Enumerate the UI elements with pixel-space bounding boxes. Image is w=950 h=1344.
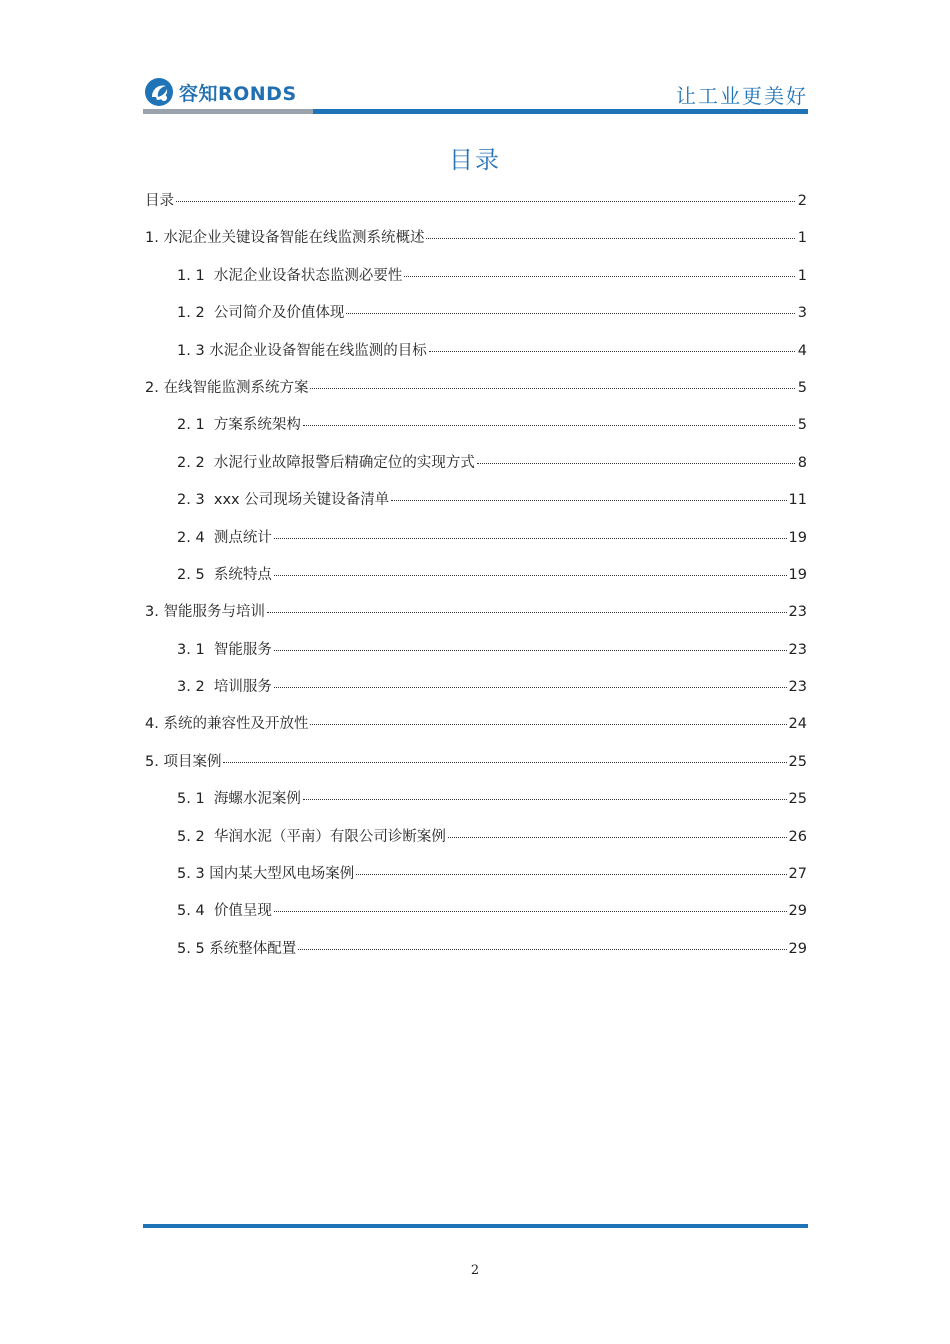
toc-leader-dots — [274, 911, 787, 912]
toc-entry-page: 26 — [788, 828, 807, 845]
toc-leader-dots — [356, 874, 786, 875]
toc-entry-page: 23 — [788, 679, 807, 696]
toc-leader-dots — [426, 238, 795, 239]
toc-entry-label: 1. 3 水泥企业设备智能在线监测的目标 — [177, 342, 427, 359]
toc-leader-dots — [303, 425, 795, 426]
toc-entry-page: 5 — [797, 417, 807, 434]
toc-entry-label: 5. 1 海螺水泥案例 — [177, 791, 301, 808]
toc-leader-dots — [223, 762, 786, 763]
toc-entry-label: 4. 系统的兼容性及开放性 — [145, 716, 309, 733]
footer-divider — [143, 1224, 808, 1228]
toc-leader-dots — [267, 612, 787, 613]
toc-entry-page: 25 — [788, 791, 807, 808]
toc-leader-dots — [310, 388, 795, 389]
toc-entry-label: 3. 2 培训服务 — [177, 679, 272, 696]
toc-entry-page: 2 — [797, 193, 807, 209]
toc-entry[interactable] — [145, 563, 807, 600]
toc-entry[interactable] — [145, 825, 807, 862]
toc-entry-label: 2. 3 xxx 公司现场关键设备清单 — [177, 492, 390, 509]
toc-entry[interactable] — [145, 600, 807, 637]
toc-entry-page: 23 — [788, 641, 807, 658]
toc-entry[interactable] — [145, 301, 807, 338]
toc-entry-page: 5 — [797, 379, 807, 396]
toc-entry-label: 2. 在线智能监测系统方案 — [145, 379, 309, 396]
toc-leader-dots — [346, 313, 795, 314]
toc-leader-dots — [303, 799, 787, 800]
toc-entry[interactable] — [145, 899, 807, 936]
toc-entry-label: 5. 3 国内某大型风电场案例 — [177, 866, 355, 883]
toc-entry[interactable] — [145, 226, 807, 263]
toc-entry[interactable] — [145, 376, 807, 413]
toc-title: 目录 — [449, 146, 501, 174]
toc-entry-page: 29 — [788, 903, 807, 920]
toc-entry[interactable] — [145, 862, 807, 899]
toc-entry-label: 1. 水泥企业关键设备智能在线监测系统概述 — [145, 230, 425, 247]
toc-entry-page: 8 — [797, 454, 807, 471]
toc-leader-dots — [274, 538, 787, 539]
header-divider — [143, 109, 808, 114]
toc-entry[interactable] — [145, 712, 807, 749]
slogan: 让工业更美好 — [676, 84, 808, 108]
toc-entry[interactable] — [145, 413, 807, 450]
toc-entry[interactable] — [145, 638, 807, 675]
page-number: 2 — [470, 1263, 480, 1278]
toc-entry[interactable] — [145, 339, 807, 376]
toc-leader-dots — [176, 201, 795, 202]
toc-entry-page: 11 — [788, 492, 807, 509]
toc-entry-page: 19 — [788, 529, 807, 546]
toc-entry-label: 2. 4 测点统计 — [177, 529, 272, 546]
toc-leader-dots — [429, 351, 795, 352]
table-of-contents — [145, 189, 807, 974]
toc-entry-page: 23 — [788, 604, 807, 621]
toc-entry[interactable] — [145, 451, 807, 488]
toc-leader-dots — [404, 276, 795, 277]
toc-entry-page: 27 — [788, 866, 807, 883]
toc-entry-page: 29 — [788, 940, 807, 957]
logo-text: 容知RONDS — [179, 82, 297, 105]
toc-entry-label: 5. 5 系统整体配置 — [177, 940, 297, 957]
toc-entry-page: 1 — [797, 230, 807, 247]
toc-entry-label: 5. 项目案例 — [145, 753, 222, 770]
toc-leader-dots — [310, 724, 786, 725]
toc-leader-dots — [391, 500, 786, 501]
toc-entry-label: 3. 智能服务与培训 — [145, 604, 265, 621]
toc-entry[interactable] — [145, 750, 807, 787]
toc-entry-label: 1. 2 公司简介及价值体现 — [177, 305, 345, 322]
toc-entry[interactable] — [145, 787, 807, 824]
page-header — [143, 72, 808, 116]
toc-entry-label: 目录 — [145, 193, 174, 209]
toc-leader-dots — [448, 837, 787, 838]
toc-entry-label: 5. 4 价值呈现 — [177, 903, 272, 920]
ronds-logo-icon — [143, 76, 175, 108]
toc-entry-label: 3. 1 智能服务 — [177, 641, 272, 658]
toc-entry[interactable] — [145, 189, 807, 226]
toc-entry-page: 25 — [788, 753, 807, 770]
toc-leader-dots — [274, 575, 787, 576]
toc-entry[interactable] — [145, 264, 807, 301]
toc-leader-dots — [477, 463, 795, 464]
toc-entry-page: 4 — [797, 342, 807, 359]
toc-entry-label: 5. 2 华润水泥（平南）有限公司诊断案例 — [177, 828, 446, 845]
toc-entry-label: 2. 5 系统特点 — [177, 566, 272, 583]
toc-entry-page: 3 — [797, 305, 807, 322]
toc-leader-dots — [274, 650, 787, 651]
toc-entry[interactable] — [145, 675, 807, 712]
toc-entry-page: 1 — [797, 267, 807, 284]
toc-entry[interactable] — [145, 937, 807, 974]
toc-entry[interactable] — [145, 488, 807, 525]
toc-entry[interactable] — [145, 526, 807, 563]
company-logo — [143, 76, 297, 108]
toc-entry-label: 2. 1 方案系统架构 — [177, 417, 301, 434]
toc-entry-page: 24 — [788, 716, 807, 733]
toc-entry-page: 19 — [788, 566, 807, 583]
toc-entry-label: 1. 1 水泥企业设备状态监测必要性 — [177, 267, 403, 284]
header-divider-gray-segment — [143, 109, 313, 114]
toc-leader-dots — [298, 949, 786, 950]
toc-entry-label: 2. 2 水泥行业故障报警后精确定位的实现方式 — [177, 454, 475, 471]
toc-leader-dots — [274, 687, 787, 688]
